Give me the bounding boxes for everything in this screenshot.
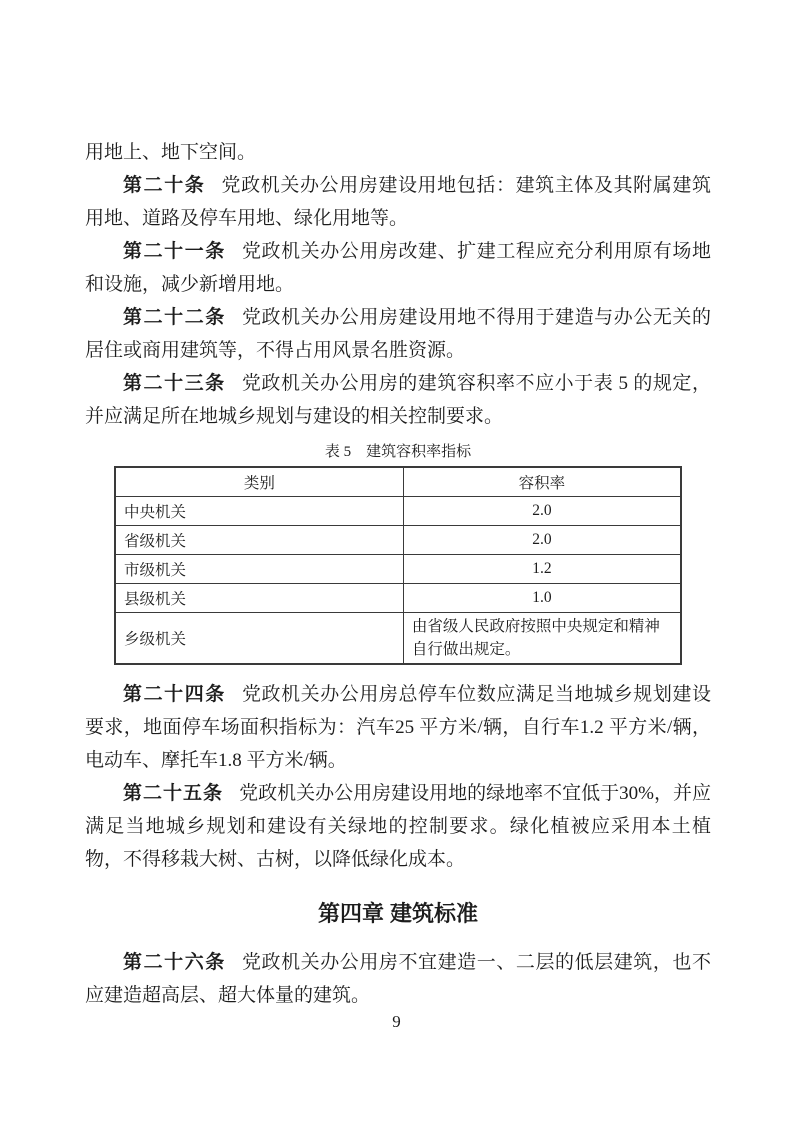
article-25-text: 党政机关办公用房建设用地的绿地率不宜低于30%，并应满足当地城乡规划和建设有关绿地的控制要求。绿化植被应采用本土植物，不得移栽大树、古树，以降低绿化成本。 [85,783,711,870]
article-23 [85,367,711,433]
article-22 [85,301,711,367]
chapter-heading: 第四章 建筑标准 [317,901,479,926]
article-20-text: 党政机关办公用房建设用地包括：建筑主体及其附属建筑用地、道路及停车用地、绿化用地等。 [85,175,711,229]
article-24-text: 党政机关办公用房总停车位数应满足当地城乡规划建设要求，地面停车场面积指标为：汽车25 平方米/辆，自行车1.2 平方米/辆，电动车、摩托车1.8 平方米/辆。 [85,684,711,771]
article-22-text: 党政机关办公用房建设用地不得用于建造与办公无关的居住或商用建筑等，不得占用风景名胜资源。 [85,307,711,361]
table-row [115,613,681,665]
paragraph-continuation: 用地上、地下空间。 [85,142,257,163]
article-23-text: 党政机关办公用房的建筑容积率不应小于表 5 的规定，并应满足所在地城乡规划与建设的相关控制要求。 [85,373,711,427]
article-25 [85,777,711,876]
article-25-number: 第二十五条 [123,783,224,804]
article-26-text: 党政机关办公用房不宜建造一、二层的低层建筑，也不应建造超高层、超大体量的建筑。 [85,952,711,1006]
article-26-number: 第二十六条 [123,952,226,973]
article-21-text: 党政机关办公用房改建、扩建工程应充分利用原有场地和设施，减少新增用地。 [85,241,711,295]
table-head [115,467,681,497]
table-cell-ratio: 2.0 [403,497,681,526]
table-cell-ratio: 2.0 [403,526,681,555]
table-caption: 表 5 建筑容积率指标 [324,444,472,460]
table-cell-ratio-note: 由省级人民政府按照中央规定和精神自行做出规定。 [403,613,681,665]
article-20 [85,169,711,235]
article-23-number: 第二十三条 [123,373,226,394]
table-body [115,497,681,665]
table-header-category: 类别 [115,467,403,497]
article-26 [85,946,711,1012]
table-cell-category: 中央机关 [115,497,403,526]
article-21 [85,235,711,301]
table-row [115,555,681,584]
table-cell-category: 市级机关 [115,555,403,584]
page-number: 9 [392,1012,401,1031]
table-cell-ratio: 1.2 [403,555,681,584]
article-24 [85,678,711,777]
article-22-number: 第二十二条 [123,307,226,328]
table-cell-category: 乡级机关 [115,613,403,665]
article-21-number: 第二十一条 [123,241,226,262]
plot-ratio-table [114,466,682,665]
table-row [115,584,681,613]
article-24-number: 第二十四条 [123,684,226,705]
table-cell-category: 县级机关 [115,584,403,613]
page-content [85,136,711,1012]
article-20-number: 第二十条 [123,175,206,196]
table-row [115,526,681,555]
table-header-row [115,467,681,497]
table-header-ratio: 容积率 [403,467,681,497]
table-cell-ratio: 1.0 [403,584,681,613]
table-row [115,497,681,526]
table-cell-category: 省级机关 [115,526,403,555]
